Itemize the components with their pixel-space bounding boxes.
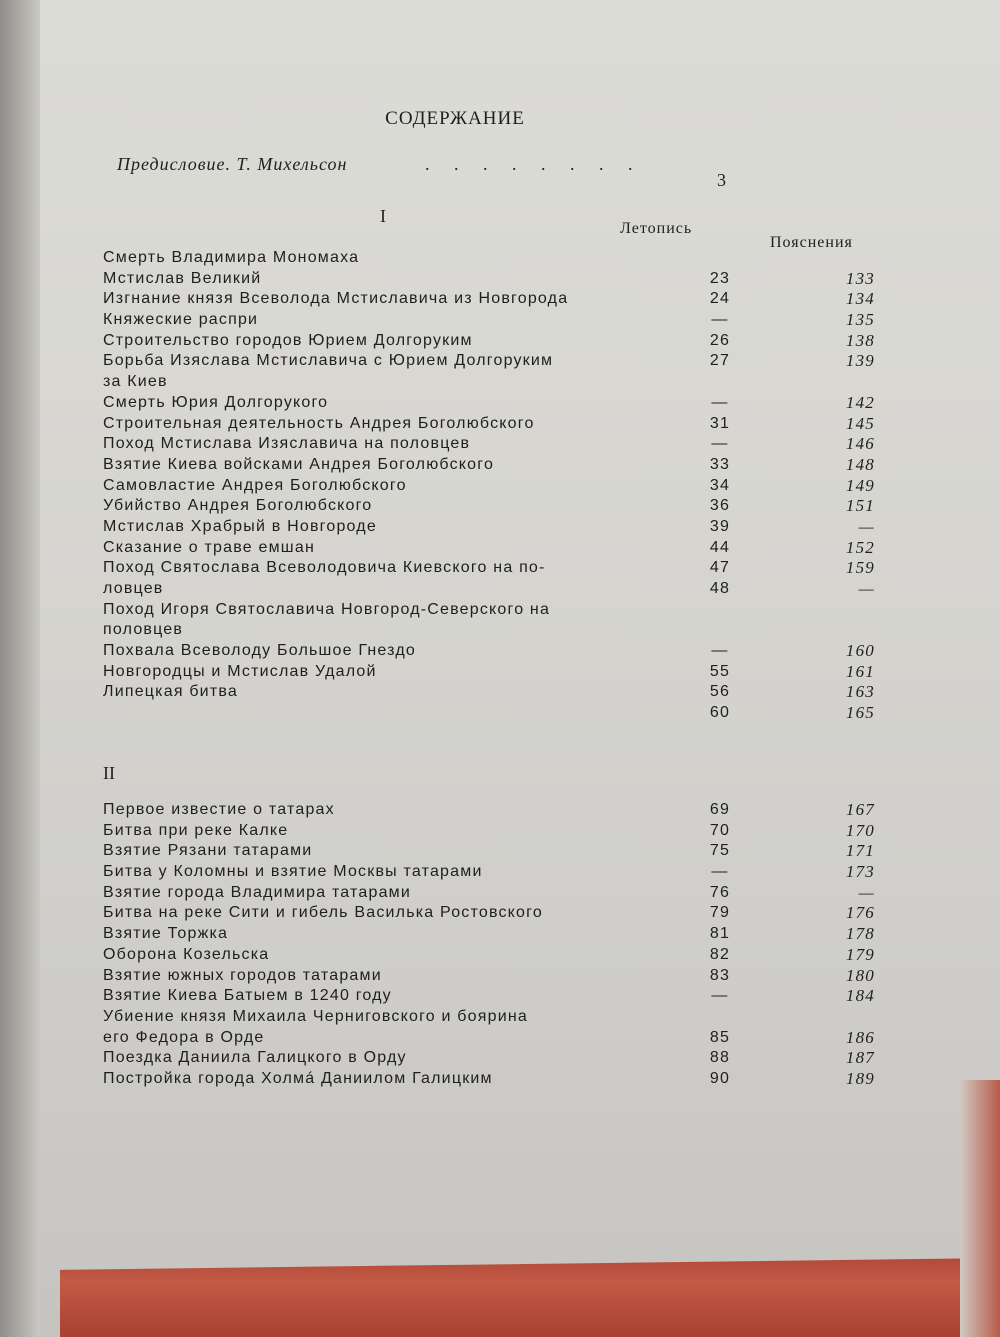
toc-row <box>95 558 895 579</box>
toc-row <box>95 1048 895 1069</box>
toc-notes-page: 146 <box>845 434 875 454</box>
toc-row <box>95 393 895 414</box>
toc-row <box>95 538 895 559</box>
preface-label: Предисловие. Т. Михельсон <box>117 154 348 174</box>
toc-notes-page: 184 <box>845 986 875 1006</box>
toc-notes-page: 142 <box>845 392 875 412</box>
toc-chronicle-page: 82 <box>709 945 731 963</box>
toc-row <box>95 903 895 924</box>
toc-chronicle-page: — <box>711 435 729 453</box>
toc-entry-title: Поход Игоря Святославича Новгород-Северского на <box>103 600 551 618</box>
toc-row <box>95 434 895 455</box>
toc-entry-title: за Киев <box>103 373 168 391</box>
part-two-numeral: II <box>103 763 115 783</box>
toc-entry-title: Постройка города Холмá Даниилом Галицким <box>103 1069 493 1087</box>
toc-chronicle-page: 47 <box>709 559 731 577</box>
toc-chronicle-page: — <box>711 863 729 881</box>
toc-row <box>95 579 895 600</box>
toc-entry-title: Взятие Торжка <box>103 925 229 943</box>
toc-notes-page: 145 <box>845 413 875 433</box>
toc-chronicle-page: 76 <box>709 883 731 901</box>
toc-row <box>95 620 895 641</box>
toc-chronicle-page: — <box>711 642 729 660</box>
toc-notes-page: 189 <box>845 1068 875 1088</box>
toc-notes-page: 178 <box>845 924 875 944</box>
toc-entry-title: Оборона Козельска <box>103 945 270 963</box>
toc-notes-page: 171 <box>845 841 875 861</box>
toc-row <box>95 248 895 269</box>
contents-title: СОДЕРЖАНИЕ <box>385 108 525 129</box>
toc-entry-title: Битва на реке Сити и гибель Василька Ростовского <box>103 904 543 922</box>
toc-chronicle-page: 27 <box>709 352 731 370</box>
toc-notes-page: 160 <box>845 641 875 661</box>
toc-chronicle-page: 33 <box>709 455 731 473</box>
toc-chronicle-page: 83 <box>709 966 731 984</box>
toc-notes-page: 148 <box>845 454 875 474</box>
toc-row <box>95 662 895 683</box>
toc-chronicle-page: 26 <box>709 331 731 349</box>
toc-entry-title: Взятие Киева Батыем в 1240 году <box>103 987 392 1005</box>
toc-chronicle-page: 44 <box>709 538 731 556</box>
toc-entry-title: Поездка Даниила Галицкого в Орду <box>103 1049 407 1067</box>
toc-row <box>95 986 895 1007</box>
toc-row <box>95 600 895 621</box>
toc-chronicle-page: 88 <box>709 1049 731 1067</box>
toc-chronicle-page: 56 <box>709 683 731 701</box>
part-two-entries <box>95 800 895 1090</box>
toc-chronicle-page: — <box>711 987 729 1005</box>
toc-entry-title: Поход Мстислава Изяславича на половцев <box>103 435 471 453</box>
toc-notes-page: 134 <box>845 289 875 309</box>
toc-row <box>95 800 895 821</box>
toc-chronicle-page: 55 <box>709 662 731 680</box>
toc-chronicle-page: 79 <box>709 904 731 922</box>
toc-notes-page: 173 <box>845 862 875 882</box>
toc-entry-title: Похвала Всеволоду Большое Гнездо <box>103 642 416 660</box>
toc-row <box>95 496 895 517</box>
toc-notes-page: 179 <box>845 944 875 964</box>
toc-notes-page: 139 <box>845 351 875 371</box>
page-gutter-shadow <box>0 0 40 1337</box>
toc-notes-page: 176 <box>845 903 875 923</box>
preface-leader-dots: . . . . . . . . <box>425 154 643 174</box>
toc-entry-title: Мстислав Великий <box>103 269 262 287</box>
toc-entry-title: Взятие южных городов татарами <box>103 966 382 984</box>
toc-notes-page: 152 <box>845 537 875 557</box>
toc-entry-title: ловцев <box>103 580 164 597</box>
toc-notes-page: 165 <box>845 703 875 723</box>
toc-notes-page: 187 <box>845 1048 875 1068</box>
toc-entry-title: Битва у Коломны и взятие Москвы татарами <box>103 863 483 881</box>
toc-entry-title: Строительная деятельность Андрея Боголюбского <box>103 414 535 432</box>
toc-notes-page: 149 <box>845 475 875 495</box>
toc-entry-title: Новгородцы и Мстислав Удалой <box>103 662 377 680</box>
toc-entry-title: Сказание о траве емшан <box>103 538 315 556</box>
toc-row <box>95 372 895 393</box>
toc-notes-page: — <box>858 579 875 598</box>
toc-chronicle-page: 23 <box>709 269 731 287</box>
toc-row <box>95 1069 895 1090</box>
toc-notes-page: 167 <box>845 800 875 819</box>
toc-entry-title: Борьба Изяслава Мстиславича с Юрием Долгоруким <box>103 352 554 370</box>
toc-chronicle-page: 31 <box>709 414 731 432</box>
toc-row <box>95 703 895 724</box>
toc-chronicle-page: 36 <box>709 497 731 515</box>
toc-entry-title: Убийство Андрея Боголюбского <box>103 497 373 515</box>
toc-notes-page: 151 <box>845 496 875 516</box>
column-header-chronicle: Летопись <box>620 220 693 237</box>
toc-row <box>95 1007 895 1028</box>
toc-row <box>95 331 895 352</box>
table-of-contents <box>95 108 895 1108</box>
toc-notes-page: 133 <box>845 268 875 288</box>
toc-row <box>95 945 895 966</box>
toc-notes-page: 159 <box>845 558 875 578</box>
toc-entry-title: Битва при реке Калке <box>103 821 289 839</box>
toc-notes-page: 180 <box>845 965 875 985</box>
toc-chronicle-page: — <box>711 311 729 329</box>
toc-entry-title: Первое известие о татарах <box>103 801 335 818</box>
toc-row <box>95 924 895 945</box>
toc-notes-page: 163 <box>845 682 875 702</box>
toc-entry-title: Мстислав Храбрый в Новгороде <box>103 517 377 535</box>
toc-entry-title: его Федора в Орде <box>103 1028 265 1046</box>
toc-row <box>95 517 895 538</box>
toc-entry-title: Взятие Киева войсками Андрея Боголюбского <box>103 455 495 473</box>
toc-row <box>95 862 895 883</box>
toc-row <box>95 966 895 987</box>
toc-entry-title: Смерть Владимира Мономаха <box>103 249 360 266</box>
book-cover-edge <box>60 1258 1000 1337</box>
toc-row <box>95 682 895 703</box>
toc-entry-title: Взятие Рязани татарами <box>103 842 313 860</box>
toc-chronicle-page: — <box>711 393 729 411</box>
toc-notes-page: 138 <box>845 330 875 350</box>
toc-notes-page: 170 <box>845 820 875 840</box>
preface-page-number: 3 <box>717 170 726 190</box>
toc-row <box>95 641 895 662</box>
toc-entry-title: Убиение князя Михаила Черниговского и боярина <box>103 1007 528 1025</box>
toc-chronicle-page: 48 <box>709 580 731 597</box>
toc-entry-title: половцев <box>103 621 184 639</box>
toc-chronicle-page: 90 <box>709 1069 731 1087</box>
toc-chronicle-page: 70 <box>709 821 731 839</box>
column-header-notes: Пояснения <box>770 234 853 251</box>
toc-entry-title: Княжеские распри <box>103 311 259 329</box>
toc-row <box>95 841 895 862</box>
toc-chronicle-page: 81 <box>709 925 731 943</box>
toc-row <box>95 310 895 331</box>
toc-chronicle-page: 24 <box>709 290 731 308</box>
toc-notes-page: — <box>858 516 875 536</box>
toc-chronicle-page: 34 <box>709 476 731 494</box>
toc-row <box>95 883 895 904</box>
part-one-numeral: I <box>380 206 386 226</box>
toc-chronicle-page: 75 <box>709 842 731 860</box>
toc-entry-title: Смерть Юрия Долгорукого <box>103 393 329 411</box>
toc-row <box>95 414 895 435</box>
toc-row <box>95 821 895 842</box>
toc-row <box>95 269 895 290</box>
toc-row <box>95 289 895 310</box>
toc-chronicle-page: 39 <box>709 517 731 535</box>
toc-chronicle-page: 85 <box>709 1028 731 1046</box>
toc-notes-page: 186 <box>845 1027 875 1047</box>
toc-entry-title: Изгнание князя Всеволода Мстиславича из Новгорода <box>103 290 569 308</box>
toc-chronicle-page: 60 <box>709 704 731 722</box>
toc-entry-title: Взятие города Владимира татарами <box>103 883 412 901</box>
part-one-entries <box>95 248 895 724</box>
toc-notes-page: 161 <box>845 661 875 681</box>
toc-entry-title: Липецкая битва <box>103 683 238 701</box>
toc-entry-title: Поход Святослава Всеволодовича Киевского на по- <box>103 559 546 577</box>
book-cover-edge-right <box>960 1080 1000 1337</box>
toc-row <box>95 455 895 476</box>
toc-row <box>95 476 895 497</box>
toc-row <box>95 1028 895 1049</box>
toc-row <box>95 351 895 372</box>
toc-entry-title: Самовластие Андрея Боголюбского <box>103 476 407 494</box>
toc-chronicle-page: 69 <box>709 801 731 818</box>
toc-entry-title: Строительство городов Юрием Долгоруким <box>103 331 473 349</box>
toc-notes-page: 135 <box>845 310 875 330</box>
toc-notes-page: — <box>858 882 875 902</box>
